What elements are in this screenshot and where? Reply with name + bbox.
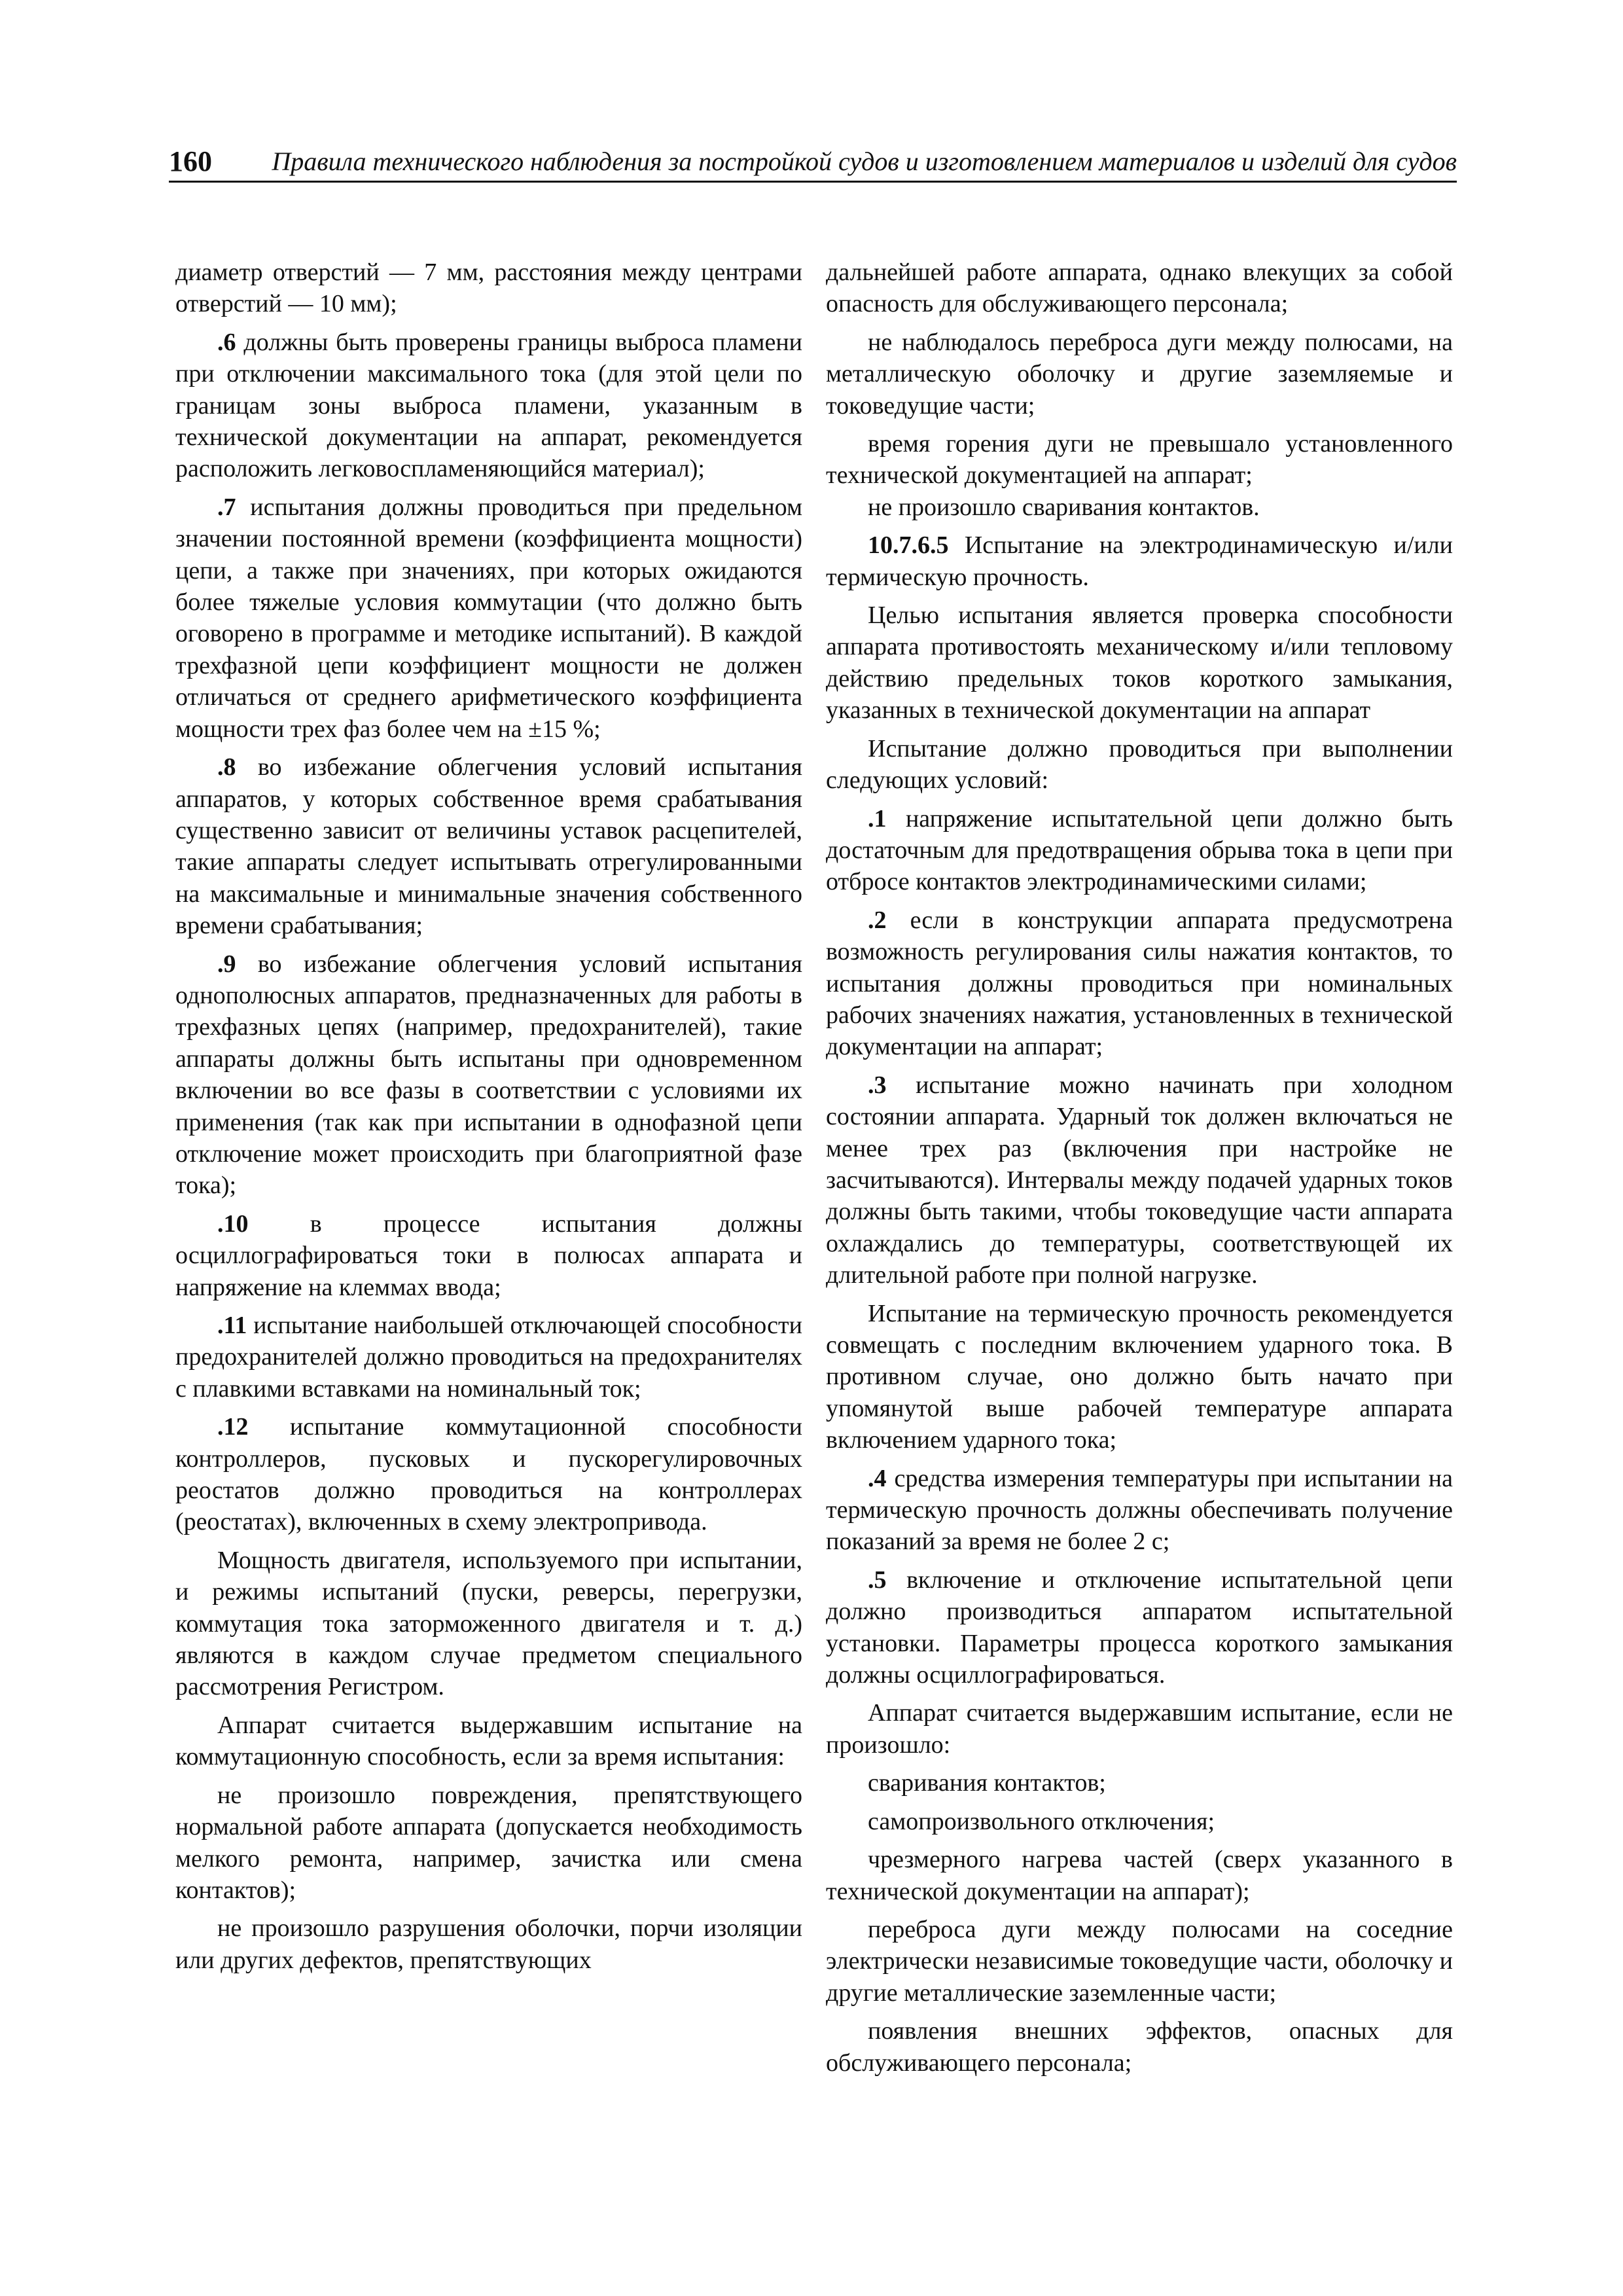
paragraph: [175, 257, 802, 320]
paragraph: [826, 1914, 1453, 2009]
paragraph: [826, 600, 1453, 726]
paragraph: [175, 1710, 802, 1773]
paragraph: [826, 1069, 1453, 1291]
paragraph: [826, 529, 1453, 593]
paragraph-text: не произошло разрушения оболочки, порчи изоляции или других дефектов, препятствующих: [175, 1914, 802, 1974]
paragraph-text: Мощность двигателя, используемого при испытании, и режимы испытаний (пуски, реверсы, перегрузки, коммутация тока заторможенного двигателя и т. д.) являются в каждом случае предметом специального рассмотрения Регистром.: [175, 1546, 802, 1701]
paragraph: [175, 492, 802, 745]
clause-number: .5: [868, 1566, 887, 1594]
paragraph-text: Испытание должно проводиться при выполнении следующих условий:: [826, 734, 1453, 795]
clause-number: .7: [217, 493, 236, 521]
paragraph: [826, 1564, 1453, 1691]
clause-number: .8: [217, 753, 236, 781]
paragraph: [175, 1310, 802, 1405]
paragraph: [826, 1767, 1453, 1799]
paragraph-text: самопроизвольного отключения;: [868, 1807, 1215, 1835]
clause-number: .12: [217, 1413, 249, 1441]
paragraph: [826, 257, 1453, 320]
paragraph: [826, 1298, 1453, 1456]
paragraph: [175, 327, 802, 485]
paragraph: [826, 733, 1453, 797]
paragraph-text: включение и отключение испытательной цепи должно производиться аппаратом испытательной установки. Параметры процесса короткого замыкания должны осциллографироваться.: [826, 1566, 1453, 1689]
clause-number: .2: [868, 906, 887, 934]
paragraph-text: сваривания контактов;: [868, 1769, 1106, 1797]
paragraph-text: не произошло сваривания контактов.: [868, 493, 1260, 521]
paragraph-text: чрезмерного нагрева частей (сверх указанного в технической документации на аппарат);: [826, 1846, 1453, 1905]
left-column: [175, 257, 802, 1976]
clause-number: .1: [868, 804, 887, 833]
paragraph-text: испытание наибольшей отключающей способности предохранителей должно проводиться на предохранителях с плавкими вставками на номинальный ток;: [175, 1312, 802, 1403]
paragraph-text: если в конструкции аппарата предусмотрена возможность регулирования силы нажатия контактов, то испытания должны проводиться при номинальных рабочих значениях нажатия, установленных в технической документации на аппарат;: [826, 906, 1453, 1061]
paragraph: [826, 492, 1453, 523]
page-number: 160: [169, 145, 212, 177]
paragraph-text: не произошло повреждения, препятствующего нормальной работе аппарата (допускается необходимость мелкого ремонта, например, зачистка или смена контактов);: [175, 1781, 802, 1904]
paragraph-text: средства измерения температуры при испытании на термическую прочность должны обеспечивать получение показаний за время не более 2 с;: [826, 1464, 1453, 1556]
paragraph: [826, 327, 1453, 422]
paragraph: [175, 1545, 802, 1703]
paragraph-text: переброса дуги между полюсами на соседние электрически независимые токоведущие части, оболочку и другие металлические заземленные части;: [826, 1915, 1453, 2007]
clause-number: .10: [217, 1210, 249, 1238]
paragraph-text: Аппарат считается выдержавшим испытание, если не произошло:: [826, 1699, 1453, 1759]
clause-number: .6: [217, 328, 236, 356]
paragraph: [826, 1697, 1453, 1761]
paragraph: [175, 1411, 802, 1538]
clause-number: .9: [217, 950, 236, 978]
paragraph: [826, 1463, 1453, 1558]
page-header: [169, 143, 1457, 183]
paragraph-text: во избежание облегчения условий испытания аппаратов, у которых собственное время срабатывания существенно зависит от величины уставок расцепителей, такие аппараты следует испытывать отрегулированными на максимальные и минимальные значения собственного времени срабатывания;: [175, 753, 802, 940]
paragraph-text: не наблюдалось переброса дуги между полюсами, на металлическую оболочку и другие заземляемые и токоведущие части;: [826, 328, 1453, 420]
clause-number: .3: [868, 1071, 887, 1099]
clause-number: .4: [868, 1464, 887, 1492]
paragraph-text: испытания должны проводиться при предельном значении постоянной времени (коэффициента мощности) цепи, а также при значениях, при которых ожидаются более тяжелые условия коммутации (что должно быть оговорено в программе и методике испытаний). В каждой трехфазной цепи коэффициент мощности не должен отличаться от среднего арифметического коэффициента мощности трех фаз более чем на ±15 %;: [175, 493, 802, 743]
right-column: [826, 257, 1453, 2079]
paragraph-text: испытание можно начинать при холодном состоянии аппарата. Ударный ток должен включаться не менее трех раз (включения при настройке не засчитываются). Интервалы между подачей ударных токов должны быть такими, чтобы токоведущие части аппарата охлаждались до температуры, соответствующей их длительной работе при полной нагрузке.: [826, 1071, 1453, 1289]
paragraph-text: должны быть проверены границы выброса пламени при отключении максимального тока (для этой цели по границам зоны выброса пламени, указанным в технической документации на аппарат, рекомендуется расположить легковоспламеняющийся материал);: [175, 328, 802, 483]
paragraph: [826, 1844, 1453, 1907]
paragraph: [826, 803, 1453, 898]
paragraph: [175, 948, 802, 1202]
paragraph-text: во избежание облегчения условий испытания однополюсных аппаратов, предназначенных для работы в трехфазных цепях (например, предохранителей), такие аппараты должны быть испытаны при одновременном включении во все фазы в соответствии с условиями их применения (так как при испытании в однофазной цепи отключение может происходить при благоприятной фазе тока);: [175, 950, 802, 1200]
paragraph-text: Испытание на электродинамическую и/или термическую прочность.: [826, 531, 1453, 591]
running-title: Правила технического наблюдения за постройкой судов и изготовлением материалов и изделий для судов: [272, 147, 1457, 176]
paragraph: [826, 1806, 1453, 1837]
paragraph: [826, 428, 1453, 492]
paragraph-text: Аппарат считается выдержавшим испытание на коммутационную способность, если за время испытания:: [175, 1711, 802, 1771]
clause-number: 10.7.6.5: [868, 531, 949, 560]
paragraph-text: время горения дуги не превышало установленного технической документацией на аппарат;: [826, 430, 1453, 490]
paragraph: [175, 1208, 802, 1303]
paragraph-text: в процессе испытания должны осциллографироваться токи в полюсах аппарата и напряжение на клеммах ввода;: [175, 1210, 802, 1301]
paragraph: [826, 905, 1453, 1063]
clause-number: .11: [217, 1312, 247, 1339]
paragraph-text: Целью испытания является проверка способности аппарата противостоять механическому и/или тепловому действию предельных токов короткого замыкания, указанных в технической документации на аппарат: [826, 601, 1453, 725]
paragraph: [175, 751, 802, 941]
paragraph-text: дальнейшей работе аппарата, однако влекущих за собой опасность для обслуживающего персонала;: [826, 259, 1453, 318]
paragraph: [175, 1912, 802, 1976]
paragraph: [175, 1780, 802, 1907]
paragraph-text: диаметр отверстий — 7 мм, расстояния между центрами отверстий — 10 мм);: [175, 259, 802, 318]
paragraph-text: напряжение испытательной цепи должно быть достаточным для предотвращения обрыва тока в цепи при отбросе контактов электродинамическими силами;: [826, 804, 1453, 896]
paragraph-text: испытание коммутационной способности контроллеров, пусковых и пускорегулировочных реостатов должно проводиться на контроллерах (реостатах), включенных в схему электропривода.: [175, 1413, 802, 1536]
paragraph-text: появления внешних эффектов, опасных для обслуживающего персонала;: [826, 2017, 1453, 2077]
paragraph-text: Испытание на термическую прочность рекомендуется совмещать с последним включением ударного тока. В противном случае, оно должно быть начато при упомянутой выше рабочей температуре аппарата включением ударного тока;: [826, 1299, 1453, 1454]
paragraph: [826, 2015, 1453, 2079]
